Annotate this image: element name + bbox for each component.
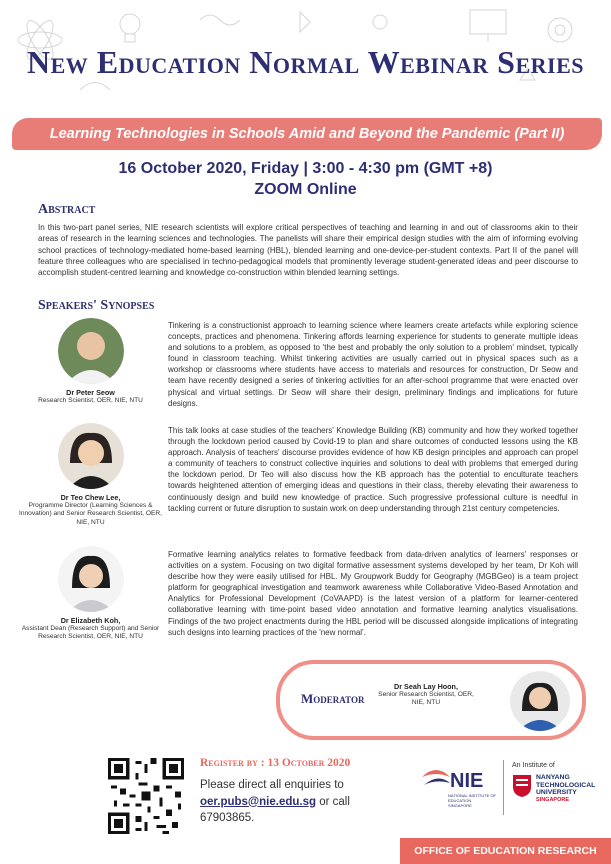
- speaker-synopsis: Tinkering is a constructionist approach to learning science where learners create artefacts while exploring science concepts, practices and phenomena. Tinkering affords learning experience for students to generate multiple ideas and solutions to a problem, as opposed to 'the best and probably the only solution to a problem' mindset, typically found in classroom teaching. Whilst tinkering activities are usually carried out in physical spaces such as a workshop or classrooms where students have access to materials and resources for construction, Dr Seow and team have recently designed a series of tinkering activities for an after-school programme that were enacted over physical and virtual settings. Dr Seow will share their design, preliminary findings and implications for future designs.: [168, 321, 578, 408]
- speaker-card: [18, 423, 163, 527]
- avatar: [510, 671, 570, 731]
- institute-of-label: An Institute of: [512, 762, 555, 769]
- speaker-role: Assistant Dean (Research Support) and Senior Research Scientist, OER, NIE, NTU: [21, 625, 160, 641]
- moderator-name: Dr Seah Lay Hoon,: [394, 682, 458, 691]
- avatar: [58, 423, 124, 489]
- speaker-name: Dr Teo Chew Lee,: [60, 493, 121, 502]
- moderator-box: [276, 660, 586, 740]
- lightbulb-icon: [120, 14, 140, 42]
- nie-wordmark: NIE: [450, 770, 484, 792]
- avatar: [58, 546, 124, 612]
- ntu-line-1: NANYANG: [536, 774, 570, 781]
- footer-text: OFFICE OF EDUCATION RESEARCH: [414, 845, 597, 857]
- speaker-name: Dr Peter Seow: [66, 388, 115, 397]
- event-date: 16 October 2020, Friday | 3:00 - 4:30 pm (GMT +8): [118, 160, 493, 177]
- speaker-name: Dr Elizabeth Koh,: [60, 616, 121, 625]
- email-link[interactable]: oer.pubs@nie.edu.sg: [200, 795, 317, 808]
- nie-logo: [418, 757, 496, 817]
- enquiry-mid: or call: [319, 795, 350, 808]
- gear-icon: [548, 18, 572, 42]
- speaker-synopsis: Formative learning analytics relates to formative feedback from data-driven analytics of learners' responses or activities on a system. Focusing on two digital formative assessment systems developed by her team, Dr Koh will describe how they were easily utilised for HBL. My Groupwork Buddy for Geography (MGBGeo) is a team project platform for geographical investigation and teamwork awareness while Collaborative Video-Based Annotation and Analytics for Professional Development (CoVAAPD) is the latest version of a platform for learner-centered collaborative learning with time-point based video annotation and formative learning analytics visualisations. Findings of the two project enactments during the HBL period will be discussed alongside implications of integrating such designs into learning practices of the 'new normal'.: [168, 550, 578, 637]
- register-deadline: Register by : 13 October 2020: [200, 757, 351, 769]
- page-title: New Education Normal Webinar Series: [26, 44, 585, 80]
- computer-icon: [470, 10, 506, 42]
- abstract-heading: Abstract: [38, 202, 96, 217]
- moderator-info: [376, 682, 476, 708]
- moderator-label: Moderator: [301, 691, 365, 706]
- qr-code[interactable]: [108, 758, 184, 834]
- logo-divider: [503, 760, 504, 815]
- subtitle-banner: [12, 118, 602, 150]
- ntu-line-2: TECHNOLOGICAL: [536, 781, 596, 789]
- avatar: [58, 318, 124, 384]
- subtitle-text: Learning Technologies in Schools Amid and Beyond the Pandemic (Part II): [49, 126, 565, 142]
- moderator-role: Senior Research Scientist, OER, NIE, NTU: [378, 691, 474, 707]
- abstract-text: In this two-part panel series, NIE research scientists will explore critical perspectives of teaching and learning in and out of classrooms akin to their areas of research in the learning sciences and technologies. The panelists will share their empirical design studies with the aim of informing evolving school practices of technology-mediated home-based learning (HBL), blended learning and one-device-per-student contexts. Part II of the panel will feature three colleagues who are specialised in techno-pedagogical models that prominently leverage student-generated ideas and peer discourse to accomplish student-centred learning and knowledge co-construction within blended learning settings.: [38, 223, 578, 278]
- footer-banner: [400, 838, 611, 864]
- speaker-role: Programme Director (Learning Sciences & Innovation) and Senior Research Scientist, OER, NIE, NTU: [19, 502, 162, 526]
- ntu-logo: [512, 762, 604, 822]
- ntu-line-3: UNIVERSITY: [536, 789, 577, 797]
- speaker-role: Research Scientist, OER, NIE, NTU: [38, 397, 143, 404]
- speaker-synopsis: This talk looks at case studies of the teachers' Knowledge Building (KB) community and how they worked together through the lockdown period caused by Covid-19 to plan and share outcomes of conducted lessons using the KB approach. Analysis of teachers' discourse provides evidence of how KB design principles and approach can propel a community of teachers to construct collective inquiries and solutions to deal with problems that emerged during the lockdown period. Dr Teo will also discuss how the KB approach has the potential to enculturate teachers towards heightened attention of emerging ideas and questions in their class, thereby elevating their awareness to continuously design and build new knowledge of practice. Such progressive professional culture is needful in tackling current or future disruption to sustain work on deep understanding through 21st century competencies.: [168, 426, 578, 513]
- ntu-line-4: SINGAPORE: [536, 796, 570, 803]
- nie-subtitle: NATIONAL INSTITUTE OF EDUCATION SINGAPORE: [448, 793, 496, 808]
- phone-number: 67903865.: [200, 812, 255, 824]
- speaker-card: [18, 546, 163, 642]
- enquiry-text: [200, 777, 380, 827]
- enquiry-prefix: Please direct all enquiries to: [200, 779, 344, 791]
- speaker-card: [18, 318, 163, 405]
- speakers-heading: Speakers' Synopses: [38, 298, 155, 313]
- ntu-crest-icon: [512, 774, 532, 798]
- event-venue: ZOOM Online: [254, 181, 357, 198]
